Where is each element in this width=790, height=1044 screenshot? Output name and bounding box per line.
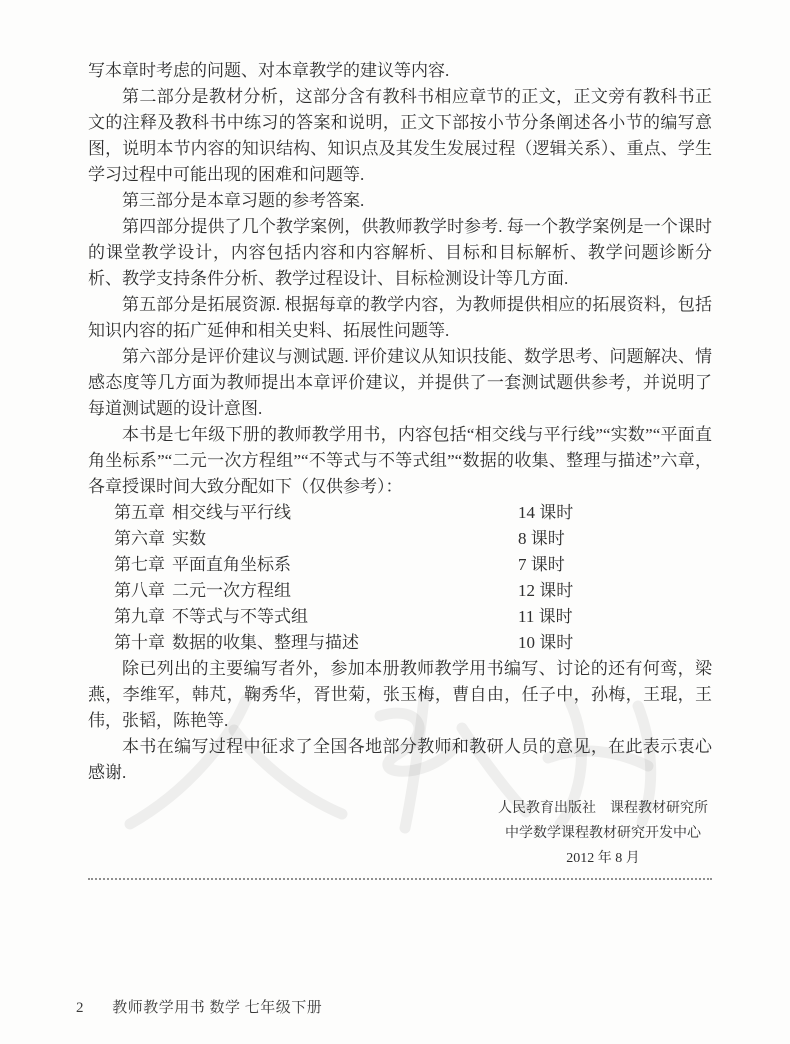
table-row xyxy=(88,552,712,578)
chapter-number: 第九章 xyxy=(114,607,165,626)
table-row xyxy=(88,526,712,552)
paragraph: 第三部分是本章习题的参考答案. xyxy=(122,191,365,210)
chapter-number: 第七章 xyxy=(114,555,165,574)
chapter-number: 第六章 xyxy=(114,529,165,548)
publisher-line: 中学数学课程教材研究开发中心 xyxy=(505,826,701,841)
publication-date: 2012 年 8 月 xyxy=(566,851,640,866)
chapter-hours: 7 课时 xyxy=(518,555,565,574)
publisher-line: 人民教育出版社 课程教材研究所 xyxy=(498,801,708,816)
paragraph: 第五部分是拓展资源. 根据每章的教学内容，为教师提供相应的拓展资料，包括知识内容的拓广延伸和相关史料、拓展性问题等. xyxy=(88,295,712,340)
chapter-title: 二元一次方程组 xyxy=(172,581,291,600)
publisher-signature xyxy=(494,796,712,871)
chapter-title: 相交线与平行线 xyxy=(172,503,291,522)
chapter-hours-table xyxy=(88,500,712,656)
table-row xyxy=(88,500,712,526)
page-footer xyxy=(76,996,322,1017)
paragraph: 第六部分是评价建议与测试题. 评价建议从知识技能、数学思考、问题解决、情感态度等几方面为教师提出本章评价建议，并提供了一套测试题供参考，并说明了每道测试题的设计意图. xyxy=(88,347,712,418)
acknowledgement-paragraph: 本书在编写过程中征求了全国各地部分教师和教研人员的意见，在此表示衷心感谢. xyxy=(88,737,712,782)
chapter-title: 平面直角坐标系 xyxy=(172,555,291,574)
table-row xyxy=(88,630,712,656)
contributors-paragraph: 除已列出的主要编写者外，参加本册教师教学用书编写、讨论的还有何鸾，梁燕，李维军，韩芃，鞠秀华，胥世菊，张玉梅，曹自由，任子中，孙梅，王琨，王伟，张韬，陈艳等. xyxy=(88,659,712,730)
chapter-number: 第八章 xyxy=(114,581,165,600)
running-title: 教师教学用书 数学 七年级下册 xyxy=(112,1000,323,1016)
table-row xyxy=(88,578,712,604)
paragraph: 第四部分提供了几个教学案例，供教师教学时参考. 每一个教学案例是一个课时的课堂教学设计，内容包括内容和内容解析、目标和目标解析、教学问题诊断分析、教学支持条件分析、教学过程设计、目标检测设计等几方面. xyxy=(88,217,712,288)
chapter-title: 数据的收集、整理与描述 xyxy=(172,633,359,652)
table-row xyxy=(88,604,712,630)
chapter-title: 实数 xyxy=(172,529,206,548)
page-number: 2 xyxy=(76,1000,84,1016)
dotted-divider xyxy=(88,878,712,880)
paragraph: 写本章时考虑的问题、对本章教学的建议等内容. xyxy=(88,61,450,80)
chapter-hours: 11 课时 xyxy=(518,607,573,626)
chapter-hours: 10 课时 xyxy=(518,633,574,652)
paragraph: 本书是七年级下册的教师教学用书，内容包括“相交线与平行线”“实数”“平面直角坐标系”“二元一次方程组”“不等式与不等式组”“数据的收集、整理与描述”六章，各章授课时间大致分配如下（仅供参考）： xyxy=(88,425,712,496)
chapter-number: 第五章 xyxy=(114,503,165,522)
chapter-hours: 14 课时 xyxy=(518,503,574,522)
chapter-hours: 8 课时 xyxy=(518,529,565,548)
chapter-hours: 12 课时 xyxy=(518,581,574,600)
chapter-number: 第十章 xyxy=(114,633,165,652)
page-body xyxy=(88,58,712,880)
paragraph: 第二部分是教材分析，这部分含有教科书相应章节的正文，正文旁有教科书正文的注释及教科书中练习的答案和说明，正文下部按小节分条阐述各小节的编写意图，说明本节内容的知识结构、知识点及其发生发展过程（逻辑关系）、重点、学生学习过程中可能出现的困难和问题等. xyxy=(88,87,712,184)
chapter-title: 不等式与不等式组 xyxy=(172,607,308,626)
